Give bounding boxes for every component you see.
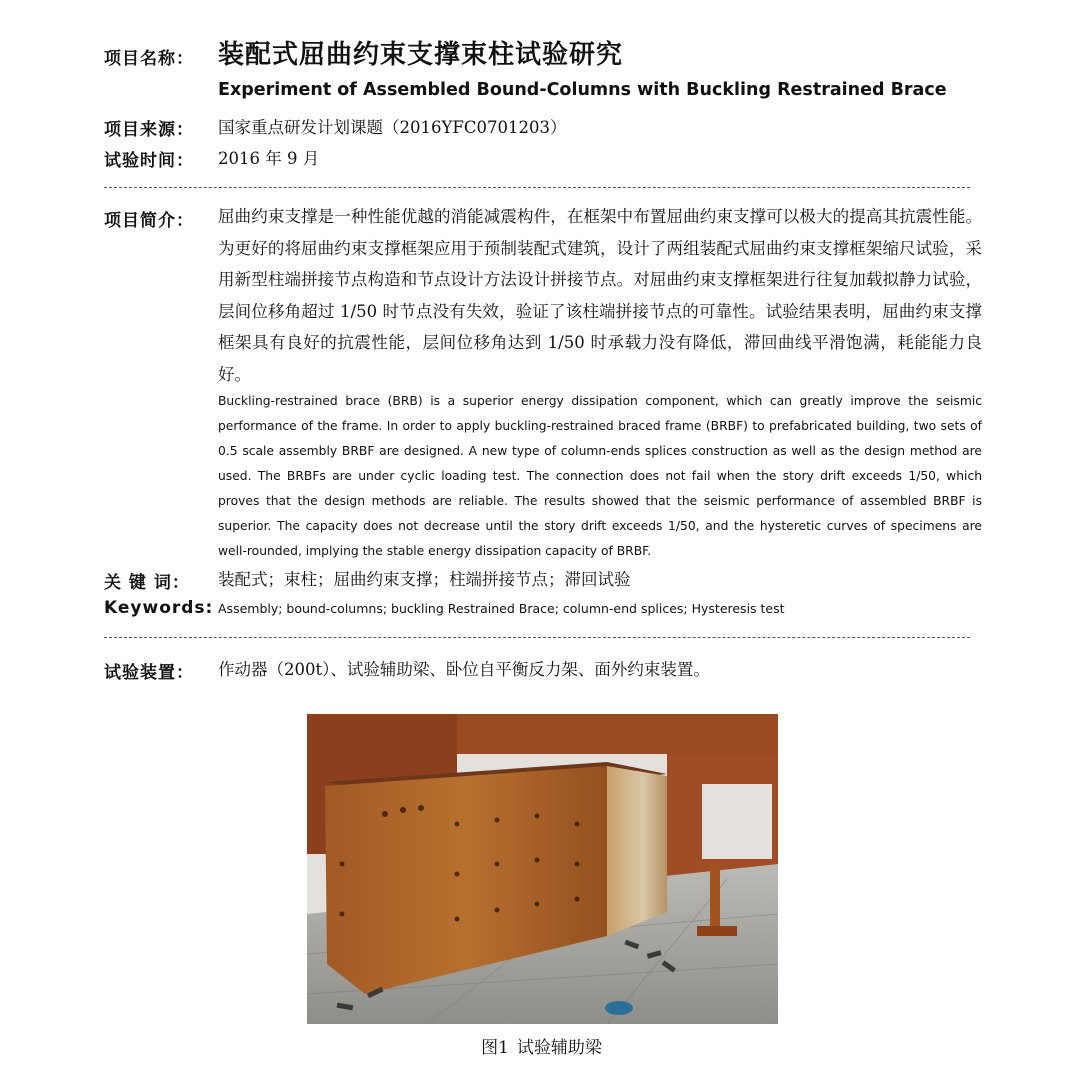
abstract-en: Buckling-restrained brace (BRB) is a superior energy dissipation component, which can greatly improve the seismic performance of the frame. In order to apply buckling-restrained braced frame (BRBF) to prefabricated building, two sets of 0.5 scale assembly BRBF are designed. A new type of column-ends splices construction as well as the design method are used. The BRBFs are under cyclic loading test. The connection does not fail when the story drift exceeds 1/50, which proves that the design methods are reliable. The results showed that the seismic performance of assembled BRBF is superior. The capacity does not decrease until the story drift exceeds 1/50, and the hysteretic curves of specimens are well-rounded, implying the stable energy dissipation capacity of BRBF. <box>218 394 982 558</box>
abstract-section <box>104 201 982 561</box>
test-time-label: 试验时间： <box>104 151 194 171</box>
project-title-cn: 装配式屈曲约束支撑束柱试验研究 <box>218 40 624 70</box>
abstract-label: 项目简介： <box>104 211 194 231</box>
test-beam-illustration <box>307 714 778 1024</box>
keywords-cn-label: 关 键 词： <box>104 573 190 593</box>
keywords-cn-value: 装配式；束柱；屈曲约束支撑；柱端拼接节点；滞回试验 <box>218 570 631 589</box>
setup-row <box>104 656 982 682</box>
test-time-value: 2016 年 9 月 <box>218 149 320 168</box>
project-title-en: Experiment of Assembled Bound-Columns with Buckling Restrained Brace <box>218 80 947 100</box>
keywords-en-value: Assembly; bound-columns; buckling Restrained Brace; column-end splices; Hysteresis test <box>218 601 785 616</box>
setup-label: 试验装置： <box>104 663 194 683</box>
keywords-en-row <box>104 598 982 622</box>
title-en-row <box>104 80 982 106</box>
keywords-cn-row <box>104 566 982 592</box>
divider-top <box>104 187 970 188</box>
divider-bottom <box>104 637 970 638</box>
figure-caption-text: 试验辅助梁 <box>516 1038 602 1058</box>
keywords-en-label: Keywords: <box>104 598 214 618</box>
abstract-cn: 屈曲约束支撑是一种性能优越的消能减震构件，在框架中布置屈曲约束支撑可以极大的提高其抗震性能。为更好的将屈曲约束支撑框架应用于预制装配式建筑，设计了两组装配式屈曲约束支撑框架缩尺试验，采用新型柱端拼接节点构造和节点设计方法设计拼接节点。对屈曲约束支撑框架进行往复加载拟静力试验，层间位移角超过 1/50 时节点没有失效，验证了该柱端拼接节点的可靠性。试验结果表明，屈曲约束支撑框架具有良好的抗震性能，层间位移角达到 1/50 时承载力没有降低，滞回曲线平滑饱满，耗能能力良好。 <box>218 207 982 384</box>
project-name-label: 项目名称： <box>104 49 194 69</box>
title-row <box>104 34 982 70</box>
test-beam-photo <box>307 714 778 1024</box>
setup-value: 作动器（200t）、试验辅助梁、卧位自平衡反力架、面外约束装置。 <box>218 660 710 679</box>
source-row <box>104 114 982 140</box>
figure-number: 图1 <box>481 1038 509 1058</box>
figure-caption <box>0 1033 1083 1058</box>
project-source-value: 国家重点研发计划课题（2016YFC0701203） <box>218 118 567 137</box>
time-row <box>104 145 982 171</box>
project-source-label: 项目来源： <box>104 120 194 140</box>
